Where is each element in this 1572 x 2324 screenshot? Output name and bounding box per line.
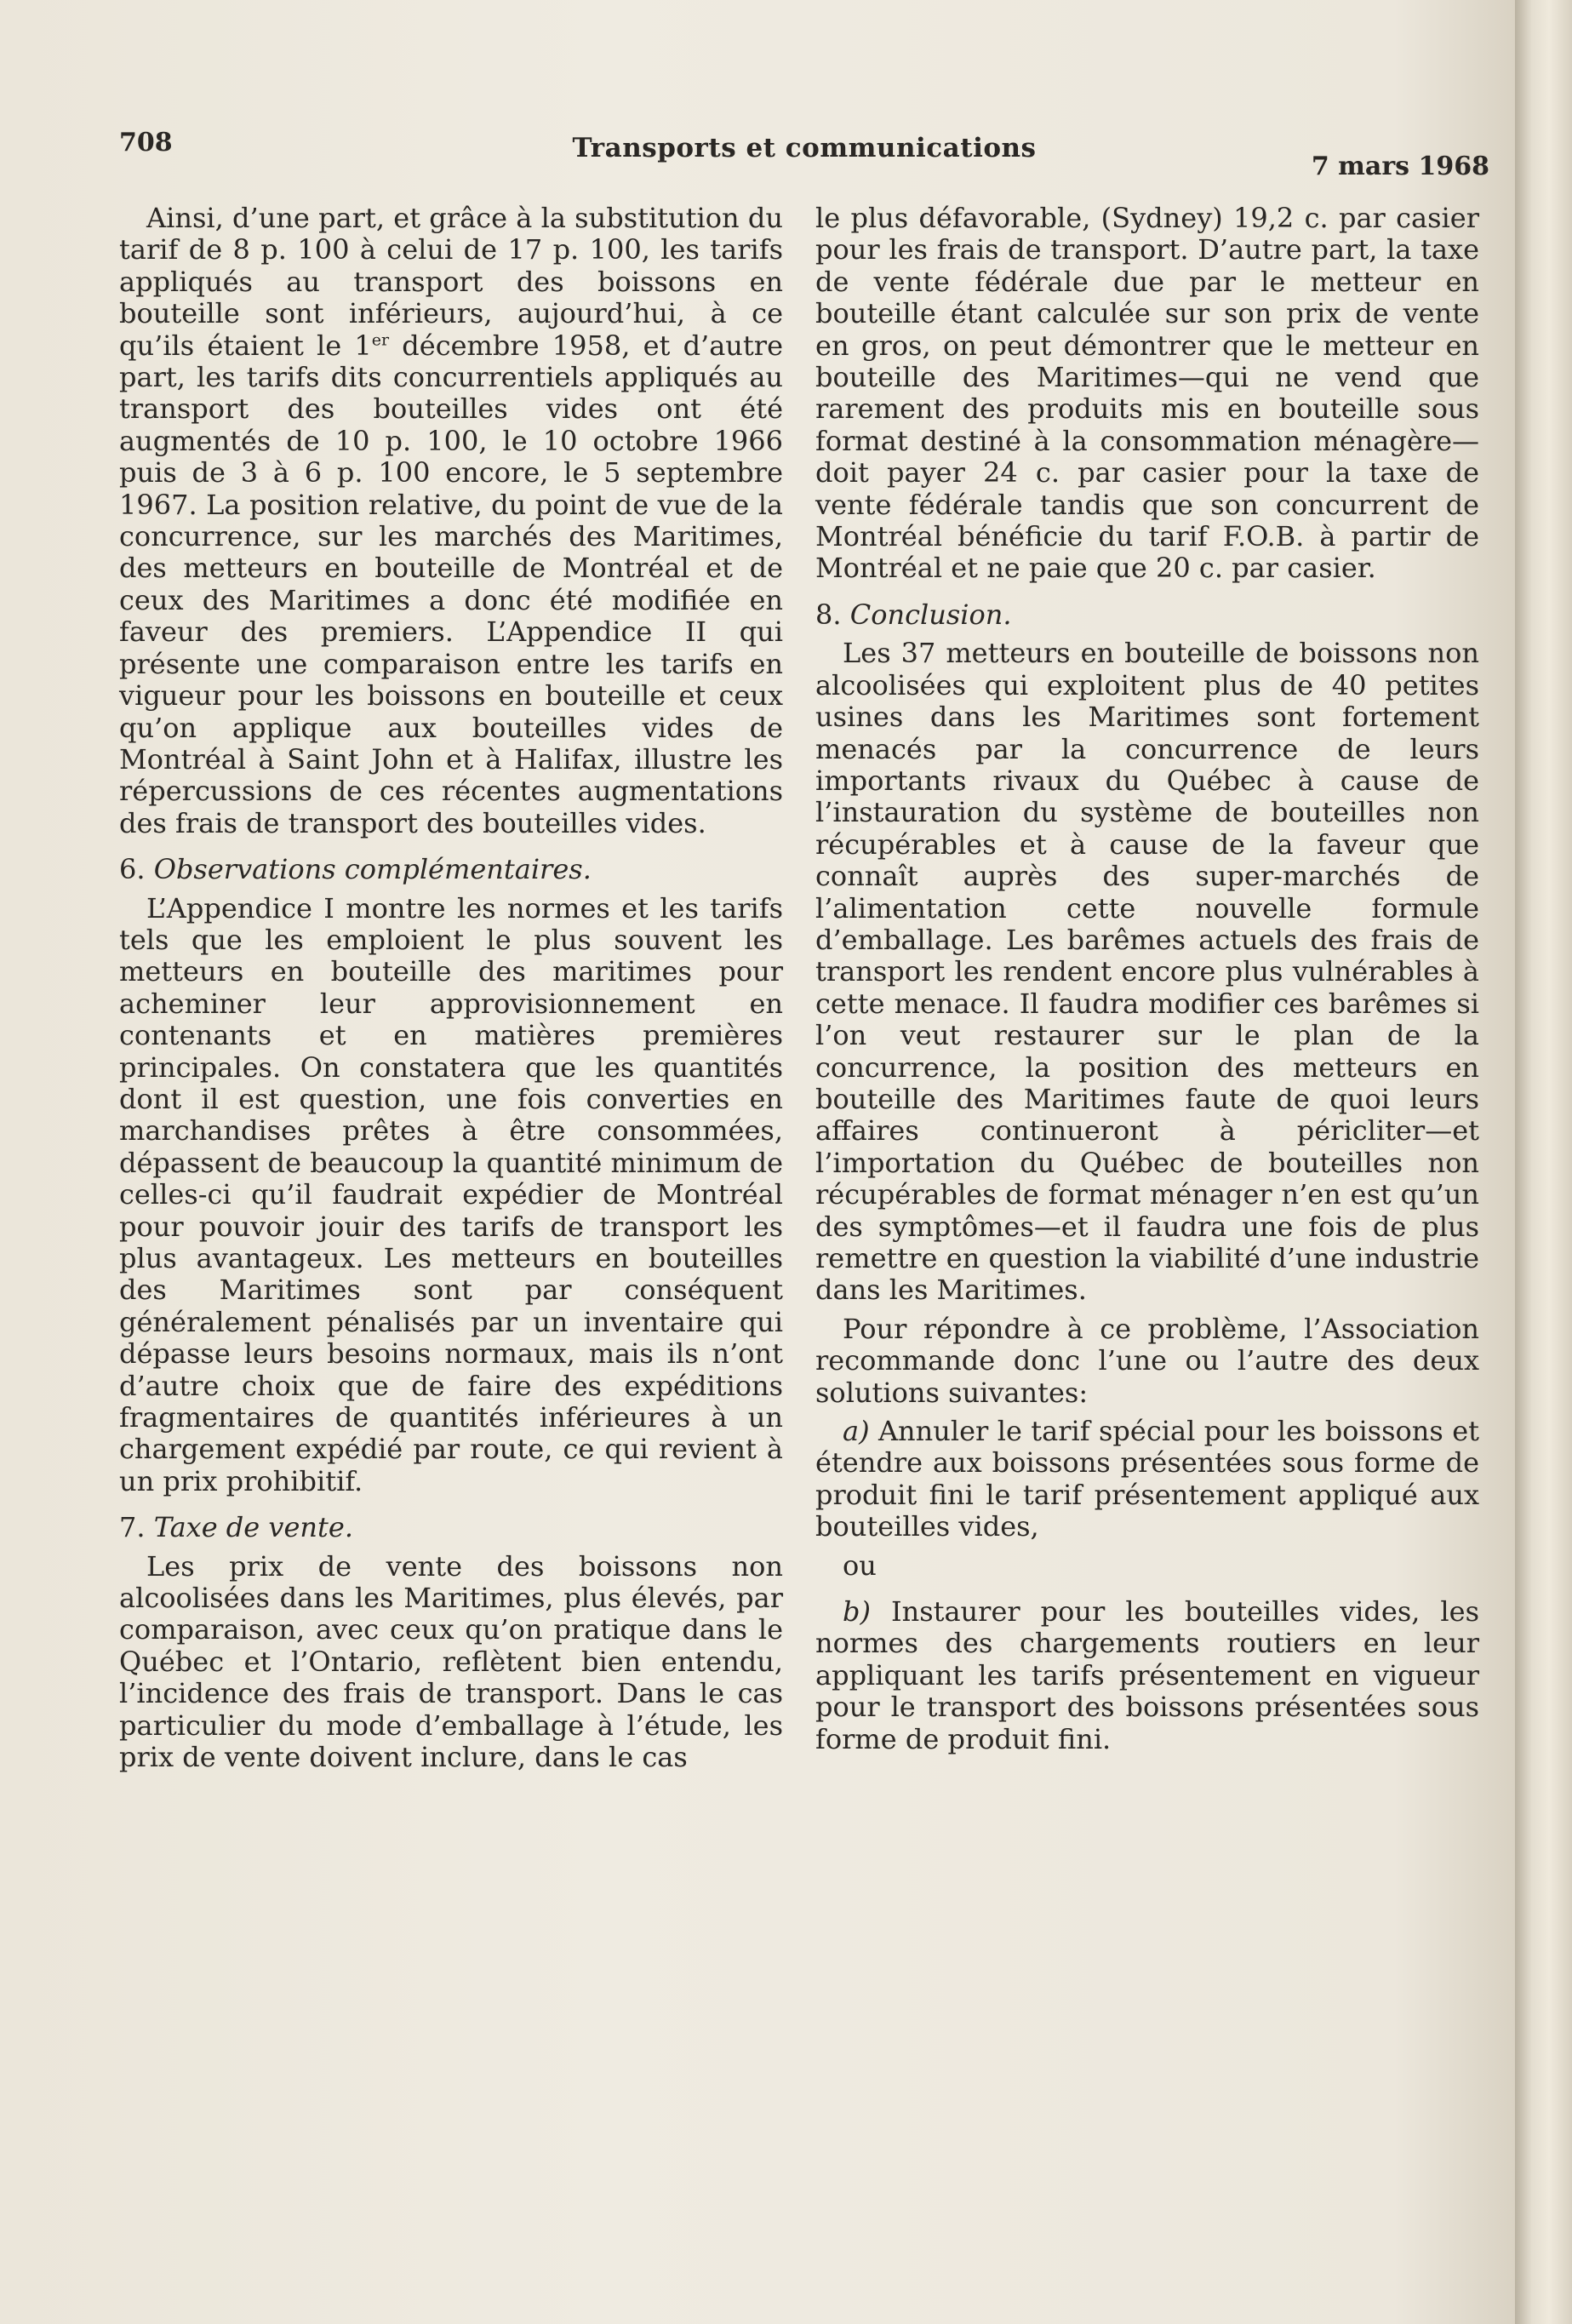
section-heading-6: 6. Observations complémentaires. — [119, 853, 592, 886]
section-heading-8: 8. Conclusion. — [815, 598, 1012, 631]
page-header — [119, 128, 1489, 179]
paragraph: Les prix de vente des boissons non alcoolisées dans les Maritimes, plus élevés, par comparaison, avec ceux qu’on pratique dans le Québec et l’Ontario, reflètent bien entendu, l’incidence des frais de transport. Dans le cas particulier du mode d’emballage à l’étude, les prix de vente doivent inclure, dans le cas — [119, 1549, 783, 1774]
conjunction-ou: ou — [843, 1548, 877, 1582]
section-heading-7: 7. Taxe de vente. — [119, 1511, 353, 1544]
paragraph: Pour répondre à ce problème, l’Association recommande donc l’une ou l’autre des deux solutions suivantes: — [815, 1312, 1479, 1409]
paragraph: Les 37 metteurs en bouteille de boissons non alcoolisées qui exploitent plus de 40 petites usines dans les Maritimes sont fortement menacés par la concurrence de leurs importants rivaux du Québec à cause de l’instauration du système de bouteilles non récupérables et à cause de la faveur que connaît auprès des super-marchés de l’alimentation cette nouvelle formule d’emballage. Les barêmes actuels des frais de transport les rendent encore plus vulnérables à cette menace. Il faudra modifier ces barêmes si l’on veut restaurer sur le plan de la concurrence, la position des metteurs en bouteille des Maritimes faute de quoi leurs affaires continueront à péricliter—et l’importation du Québec de bouteilles non récupérables de format ménager n’en est qu’un des symptômes—et il faudra une fois de plus remettre en question la viabilité d’une industrie dans les Maritimes. — [815, 637, 1479, 1307]
right-column — [815, 203, 1479, 1755]
paragraph: le plus défavorable, (Sydney) 19,2 c. par casier pour les frais de transport. D’autre part, la taxe de vente fédérale due par le metteur en bouteille étant calculée sur son prix de vente en gros, on peut démontrer que le metteur en bouteille des Maritimes—qui ne vend que rarement des produits mis en bouteille sous format destiné à la consommation ménagère—doit payer 24 c. par casier pour la taxe de vente fédérale tandis que son concurrent de Montréal bénéficie du tarif F.O.B. à partir de Montréal et ne paie que 20 c. par casier. — [815, 202, 1479, 585]
running-title: Transports et communications — [572, 133, 1037, 163]
book-spine — [1515, 0, 1572, 2324]
list-item-b: b) Instaurer pour les bouteilles vides, les normes des chargements routiers en leur appliquant les tarifs présentement en vigueur pour le transport des boissons présentées sous forme de produit fini. — [815, 1595, 1479, 1755]
paragraph: L’Appendice I montre les normes et les tarifs tels que les emploient le plus souvent les metteurs en bouteille des maritimes pour acheminer leur approvisionnement en contenants et en matières premières principales. On constatera que les quantités dont il est question, une fois converties en marchandises prêtes à être consommées, dépassent de beaucoup la quantité minimum de celles-ci qu’il faudrait expédier de Montréal pour pouvoir jouir des tarifs de transport les plus avantageux. Les metteurs en bouteilles des Maritimes sont par conséquent généralement pénalisés par un inventaire qui dépasse leurs besoins normaux, mais ils n’ont d’autre choix que de faire des expéditions fragmentaires de quantités inférieures à un chargement expédié par route, ce qui revient à un prix prohibitif. — [119, 891, 783, 1497]
paragraph: Ainsi, d’une part, et grâce à la substitution du tarif de 8 p. 100 à celui de 17 p. 100, les tarifs appliqués au transport des boissons en bouteille sont inférieurs, aujourd’hui, à ce qu’ils étaient le 1er décembre 1958, et d’autre part, les tarifs dits concurrentiels appliqués au transport des bouteilles vides ont été augmentés de 10 p. 100, le 10 octobre 1966 puis de 3 à 6 p. 100 encore, le 5 septembre 1967. La position relative, du point de vue de la concurrence, sur les marchés des Maritimes, des metteurs en bouteille de Montréal et de ceux des Maritimes a donc été modifiée en faveur des premiers. L’Appendice II qui présente une comparaison entre les tarifs en vigueur pour les boissons en bouteille et ceux qu’on applique aux bouteilles vides de Montréal à Saint John et à Halifax, illustre les répercussions de ces récentes augmentations des frais de transport des bouteilles vides. — [119, 202, 784, 839]
header-date: 7 mars 1968 — [1311, 152, 1489, 181]
list-item-a: a) Annuler le tarif spécial pour les boissons et étendre aux boissons présentées sous forme de produit fini le tarif présentement appliqué aux bouteilles vides, — [815, 1415, 1479, 1543]
page-number: 708 — [119, 128, 173, 157]
left-column — [119, 203, 783, 1774]
